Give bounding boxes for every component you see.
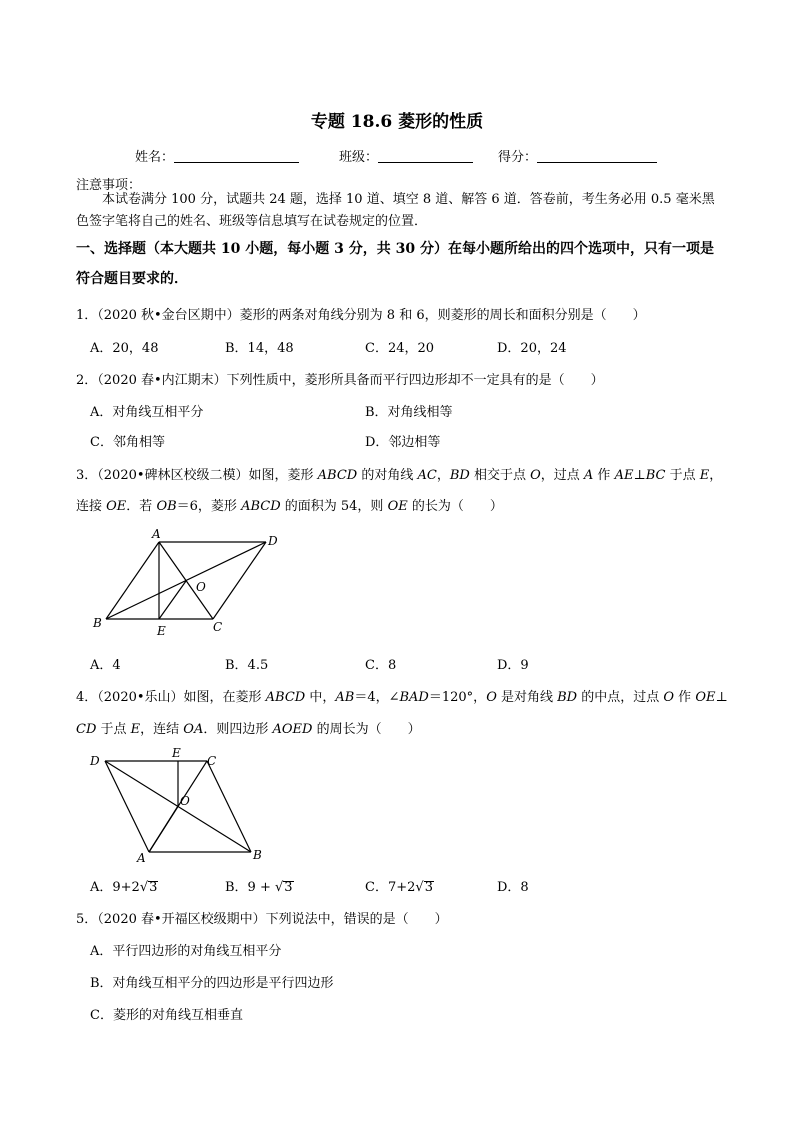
q3-option-d[interactable]: D．9 xyxy=(497,658,529,673)
q1-option-a[interactable]: A．20，48 xyxy=(90,341,159,356)
question-2-stem: 2．（2020 春•内江期末）下列性质中，菱形所具备而平行四边形却不一定具有的是（ ） xyxy=(76,373,604,388)
q3-label-c: C xyxy=(213,620,223,634)
question-1-stem: 1．（2020 秋•金台区期中）菱形的两条对角线分别为 8 和 6，则菱形的周长和面积分别是（ ） xyxy=(76,308,646,323)
q3-label-e: E xyxy=(157,624,166,638)
q1-option-b[interactable]: B．14，48 xyxy=(225,341,294,356)
q4-rhombus-figure xyxy=(85,745,275,865)
q4-label-a: A xyxy=(137,851,146,865)
q1-option-c[interactable]: C．24，20 xyxy=(365,341,435,356)
class-blank[interactable] xyxy=(378,150,473,163)
notice-heading: 注意事项： xyxy=(76,178,142,193)
name-blank[interactable] xyxy=(174,150,299,163)
q4-label-o: O xyxy=(180,794,190,808)
question-5-stem: 5．（2020 春•开福区校级期中）下列说法中，错误的是（ ） xyxy=(76,912,448,927)
section-title: 一、选择题（本大题共 10 小题，每小题 3 分，共 30 分）在每小题所给出的四个选项中，只有一项是符合题目要求的． xyxy=(76,241,714,287)
score-blank[interactable] xyxy=(537,150,657,163)
question-4-stem-line2: CD 于点 E，连结 OA．则四边形 AOED 的周长为（ ） xyxy=(76,722,421,737)
q3-option-b[interactable]: B．4.5 xyxy=(225,658,269,673)
name-field-row xyxy=(135,146,299,165)
q2-option-b[interactable]: B．对角线相等 xyxy=(365,405,453,420)
q5-option-b[interactable]: B．对角线互相平分的四边形是平行四边形 xyxy=(90,976,334,991)
q3-option-a[interactable]: A．4 xyxy=(90,658,121,673)
q3-option-c[interactable]: C．8 xyxy=(365,658,397,673)
question-3-stem-line2: 连接 OE．若 OB＝6，菱形 ABCD 的面积为 54，则 OE 的长为（ ） xyxy=(76,499,503,514)
q3-label-o: O xyxy=(196,580,206,594)
q3-label-a: A xyxy=(152,527,161,541)
q4-option-d[interactable]: D．8 xyxy=(497,880,529,895)
q4-label-b: B xyxy=(253,848,262,862)
q4-label-d: D xyxy=(90,754,100,768)
question-4-stem-line1: 4．（2020•乐山）如图，在菱形 ABCD 中，AB＝4，∠BAD＝120°，O 是对角线 BD 的中点，过点 O 作 OE⊥ xyxy=(76,690,728,705)
page-title: 专题 18.6 菱形的性质 xyxy=(310,112,484,132)
question-3-stem-line1: 3．（2020•碑林区校级二模）如图，菱形 ABCD 的对角线 AC，BD 相交于点 O，过点 A 作 AE⊥BC 于点 E， xyxy=(76,468,723,483)
q1-option-d[interactable]: D．20，24 xyxy=(497,341,567,356)
class-field-row xyxy=(339,146,473,165)
q3-label-b: B xyxy=(93,616,102,630)
q2-option-c[interactable]: C．邻角相等 xyxy=(90,435,165,450)
q4-option-b[interactable]: B．9 + √3 xyxy=(225,880,293,895)
q4-option-a[interactable]: A．9+2√3 xyxy=(90,880,158,895)
q4-option-c[interactable]: C．7+2√3 xyxy=(365,880,433,895)
q5-option-a[interactable]: A．平行四边形的对角线互相平分 xyxy=(90,944,282,959)
score-label: 得分： xyxy=(498,150,538,165)
q3-rhombus-figure xyxy=(88,525,288,640)
score-field-row xyxy=(498,146,657,165)
q3-label-d: D xyxy=(268,534,278,548)
name-label: 姓名： xyxy=(135,150,175,165)
q4-label-c: C xyxy=(207,754,217,768)
class-label: 班级： xyxy=(339,150,379,165)
q5-option-c[interactable]: C．菱形的对角线互相垂直 xyxy=(90,1008,243,1023)
q2-option-d[interactable]: D．邻边相等 xyxy=(365,435,441,450)
q2-option-a[interactable]: A．对角线互相平分 xyxy=(90,405,204,420)
q4-label-e: E xyxy=(172,746,181,760)
notice-text: 本试卷满分 100 分，试题共 24 题，选择 10 道、填空 8 道、解答 6 道．答卷前，考生务必用 0.5 毫米黑色签字笔将自己的姓名、班级等信息填写在试卷规定的位置． xyxy=(76,192,715,229)
